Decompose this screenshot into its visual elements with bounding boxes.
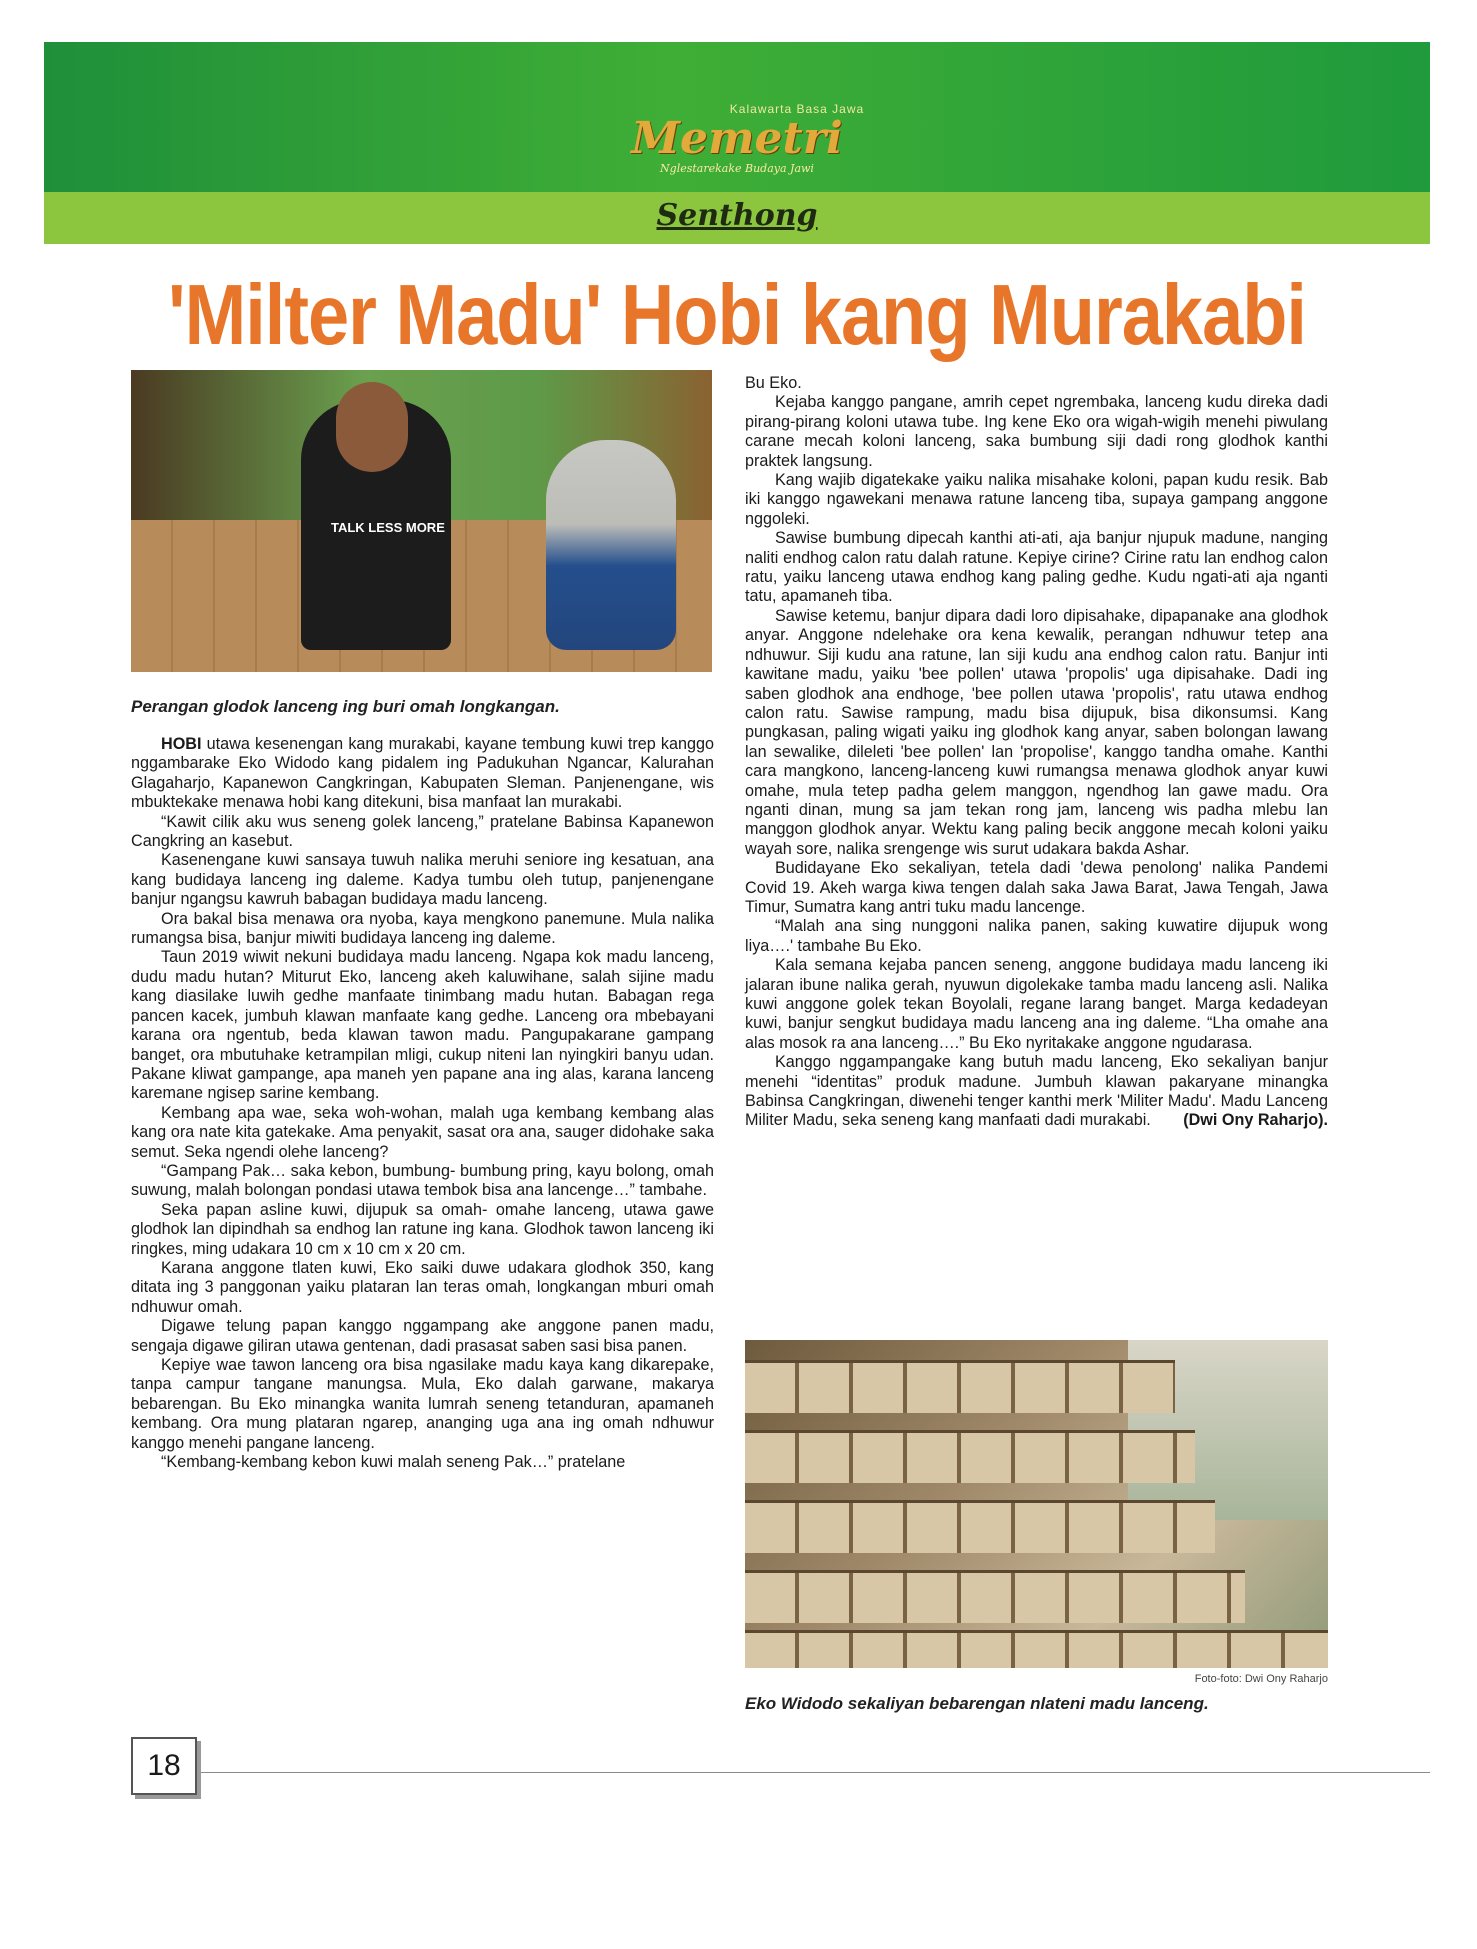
photo-couple bbox=[131, 370, 712, 672]
footer-rule bbox=[201, 1772, 1430, 1773]
article-column-2 bbox=[745, 374, 1328, 1131]
paragraph bbox=[745, 1053, 1328, 1131]
section-label: Senthong bbox=[656, 198, 818, 233]
paragraph: “Malah ana sing nunggoni nalika panen, saking kuwatire dijupuk wong liya….' tambahe Bu Eko. bbox=[745, 917, 1328, 955]
photo-caption-2: Eko Widodo sekaliyan bebarengan nlateni madu lanceng. bbox=[745, 1694, 1209, 1713]
page-number: 18 bbox=[131, 1737, 197, 1795]
paragraph: Kembang apa wae, seka woh-wohan, malah uga kembang kembang alas kang ora nate kita gatekake. Ama penyakit, sasat ora ana, sauger didohake saka semut. Seka ngendi olehe lanceng? bbox=[131, 1103, 714, 1161]
paragraph: Taun 2019 wiwit nekuni budidaya madu lanceng. Ngapa kok madu lanceng, dudu madu hutan? Miturut Eko, lanceng akeh kaluwihane, salah sijine madu kang diasilake luwih gedhe manfaate tinimbang madu hutan. Babagan rega pancen kacek, jumbuh klawan manfaate kang gedhe. Lanceng ora mbebayani karana ora ngentub, beda klawan tawon madu. Pangupakarane gampang banget, ora mbutuhake ketrampilan mligi, cukup niteni lan nyingkiri banyu udan. Pakane kliwat gampange, apa maneh yen papane ana ing alas, karana lanceng karemane ngisep sarine kembang. bbox=[131, 948, 714, 1103]
paragraph-text: Kanggo nggampangake kang butuh madu lanceng, Eko sekaliyan banjur menehi “identitas” produk madune. Jumbuh klawan pakaryane minangka Babinsa Cangkringan, diwenehi tenger kanthi merk 'Militer Madu'. Madu Lanceng Militer Madu, seka seneng kang manfaati dadi murakabi. bbox=[745, 1053, 1328, 1130]
photo-shirt-text: TALK LESS MORE bbox=[331, 520, 445, 535]
paragraph-text: utawa kesenengan kang murakabi, kayane tembung kuwi trep kanggo nggambarake Eko Widodo kang pidalem ing Padukuhan Ngancar, Kalurahan Glagaharjo, Kapanewon Cangkringan, Kabupaten Sleman. Panjenengane, wis mbuktekake menawa hobi kang ditekuni, bisa manfaat lan murakabi. bbox=[131, 735, 714, 812]
hive-shelf bbox=[745, 1360, 1175, 1413]
paragraph bbox=[131, 735, 714, 813]
masthead-tagline: Nglestarekake Budaya Jawi bbox=[660, 162, 814, 175]
byline: (Dwi Ony Raharjo). bbox=[1183, 1111, 1328, 1130]
photo-beehives bbox=[745, 1340, 1328, 1668]
masthead-small-text: Kalawarta Basa Jawa bbox=[729, 102, 865, 116]
paragraph: Bu Eko. bbox=[745, 374, 802, 392]
photo-credit: Foto-foto: Dwi Ony Raharjo bbox=[1194, 1673, 1328, 1685]
article-title: 'Milter Madu' Hobi kang Murakabi bbox=[168, 266, 1306, 363]
paragraph: “Kawit cilik aku wus seneng golek lanceng,” pratelane Babinsa Kapanewon Cangkring an kasebut. bbox=[131, 812, 714, 851]
paragraph: Sawise ketemu, banjur dipara dadi loro dipisahake, dipapanake ana glodhok anyar. Anggone ndelehake ora kena kewalik, perangan ndhuwur tetep ana ndhuwur. Siji kudu ana ratune, lan siji kudu ana endhog calon ratu. Banjur inti kawitane madu, yaiku 'bee pollen' utawa 'propolis' uga dipisahake. Dadi ing saben glodhok ana endhoge, 'bee pollen utawa 'propolis', ratu utawa endhog calon ratu. Sawise rampung, madu bisa dijupuk, bisa dikonsumsi. Kang pungkasan, paling wigati yaiku ing glodhok kang anyar, saben bolongan lawang lan sewalike, dileleti 'bee pollen' lan 'propolise', kanggo tandha omahe. Kanthi cara mangkono, lanceng-lanceng kuwi rumangsa menawa glodhok anyar kuwi omahe, mula tetep padha gelem manggon, ngendhog lan gawe madu. Ora nganti dinan, mung sa jam tekan rong jam, lanceng wis padha mlebu lan manggon glodhok anyar. Wektu kang paling becik anggone mecah koloni yaiku wayah sore, nalika srengenge wis surut udakara bakda Ashar. bbox=[745, 606, 1328, 858]
paragraph: Kang wajib digatekake yaiku nalika misahake koloni, papan kudu resik. Bab iki kanggo ngawekani menawa ratune lanceng tiba, supaya gampang anggone nggoleki. bbox=[745, 471, 1328, 528]
hive-shelf bbox=[745, 1500, 1215, 1553]
paragraph: Kasenengane kuwi sansaya tuwuh nalika meruhi seniore ing kesatuan, ana kang budidaya lanceng ing daleme. Kadya tumbu oleh tutup, panjenengane banjur ngangsu kawruh babagan budidaya madu lanceng. bbox=[131, 851, 714, 909]
paragraph: Budidayane Eko sekaliyan, tetela dadi 'dewa penolong' nalika Pandemi Covid 19. Akeh warga kiwa tengen dalah saka Jawa Barat, Jawa Tengah, Jawa Timur, Sumatra kang antri tuku madu lancenge. bbox=[745, 859, 1328, 916]
paragraph: “Kembang-kembang kebon kuwi malah seneng Pak…” pratelane bbox=[161, 1453, 626, 1472]
paragraph: Ora bakal bisa menawa ora nyoba, kaya mengkono panemune. Mula nalika rumangsa bisa, banjur miwiti budidaya lanceng ing daleme. bbox=[131, 909, 714, 948]
photo-caption-1: Perangan glodok lanceng ing buri omah longkangan. bbox=[131, 697, 560, 716]
hive-shelf bbox=[745, 1430, 1195, 1483]
masthead-banner bbox=[44, 42, 1430, 244]
paragraph: Seka papan asline kuwi, dijupuk sa omah- omahe lanceng, utawa gawe glodhok lan dipindhah sa endhog lan ratune ing kana. Glodhok tawon lanceng iki ringkes, ming udakara 10 cm x 10 cm x 20 cm. bbox=[131, 1200, 714, 1258]
article-column-1 bbox=[131, 735, 714, 1472]
paragraph: Digawe telung papan kanggo nggampang ake anggone panen madu, sengaja digawe giliran utawa gentenan, dadi prasasat saben sasi bisa panen. bbox=[131, 1317, 714, 1355]
lead-word: HOBI bbox=[161, 735, 202, 753]
paragraph: Sawise bumbung dipecah kanthi ati-ati, aja banjur njupuk madune, nanging naliti endhog calon ratu dalah ratune. Kepiye cirine? Cirine ratu lan endhog calon ratu, yaiku lanceng utawa endhog kang paling gedhe. Kudu ngati-ati aja nganti tatu, apamaneh tiba. bbox=[745, 529, 1328, 606]
hive-shelf bbox=[745, 1630, 1328, 1668]
hive-shelf bbox=[745, 1570, 1245, 1623]
masthead bbox=[44, 102, 1430, 175]
paragraph: Kala semana kejaba pancen seneng, anggone budidaya madu lanceng iki jalaran ibune nalika gerah, nyuwun digolekake tamba madu lanceng asli. Nalika kuwi anggone golek tekan Boyolali, regane larang banget. Marga kedadeyan kuwi, banjur sengkut budidaya madu lanceng ana ing daleme. “Lha omahe ana alas mosok ra ana lanceng….” Bu Eko nyritakake anggone ngudarasa. bbox=[745, 956, 1328, 1052]
section-bar bbox=[44, 192, 1430, 244]
paragraph: Kejaba kanggo pangane, amrih cepet ngrembaka, lanceng kudu direka dadi pirang-pirang koloni utawa tube. Ing kene Eko ora wigah-wigih menehi piwulang carane mecah koloni lanceng, saka bumbung siji dadi rong glodhok kanthi praktek langsung. bbox=[745, 393, 1328, 470]
photo-man-head bbox=[336, 382, 408, 472]
masthead-logo-title: Memetri bbox=[631, 113, 843, 164]
paragraph: Karana anggone tlaten kuwi, Eko saiki duwe udakara glodhok 350, kang ditata ing 3 panggonan yaiku plataran lan teras omah, longkangan mburi omah ndhuwur omah. bbox=[131, 1258, 714, 1316]
paragraph: “Gampang Pak… saka kebon, bumbung- bumbung pring, kayu bolong, omah suwung, malah bolongan pondasi utawa tembok bisa ana lancenge…” tambahe. bbox=[131, 1161, 714, 1200]
paragraph: Kepiye wae tawon lanceng ora bisa ngasilake madu kaya kang dikarepake, tanpa campur tangane manungsa. Mula, Eko dalah garwane, makarya bebarengan. Bu Eko minangka wanita lumrah seneng tetanduran, apamaneh kembang. Ora mung plataran ngarep, ananging uga ana ing omah ndhuwur kanggo menehi pangane lanceng. bbox=[131, 1356, 714, 1452]
photo-woman bbox=[546, 440, 676, 650]
